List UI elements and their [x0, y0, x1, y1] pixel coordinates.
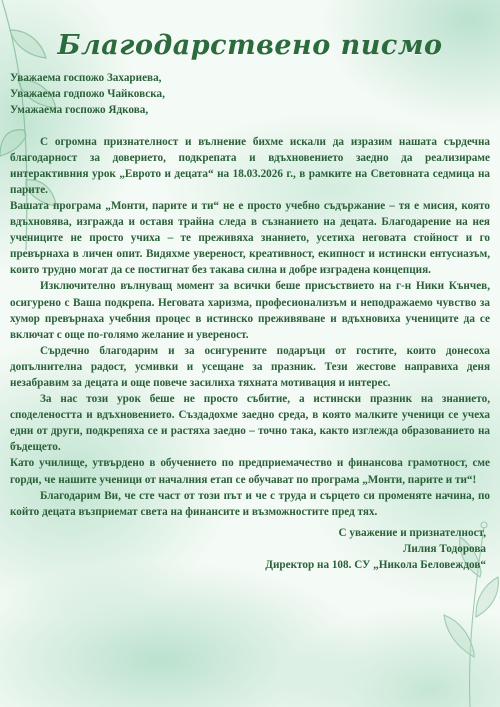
- body-paragraph: Като училище, утвърдено в обучението по предприемачество и финансова грамотност, сме горди, че нашите ученици от началния етап се обучават по програма „Монти, парите и ти“!: [10, 457, 490, 486]
- letter-page: [10, 30, 490, 700]
- letter-body: [10, 134, 490, 520]
- signature-name: Лилия Тодорова: [402, 543, 486, 556]
- body-paragraph: Сърдечно благодарим и за осигурените подаръци от гостите, които донесоха допълнителна радост, усмивки и усещане за празник. Тези жестове направиха деня незабравим за децата и още повече засилиха тяхната мотивация и интерес.: [10, 344, 490, 390]
- signature-closing: С уважение и признателност,: [338, 526, 486, 539]
- salutation-line: Умажаема госпожо Ядкова,: [10, 104, 149, 117]
- salutation-line: Уважаема годпожо Чайковска,: [10, 88, 165, 101]
- body-paragraph: Благодарим Ви, че сте част от този път и че с труда и сърцето си променяте начина, по който децата възприемат света на финансите и възможностите пред тях.: [10, 489, 490, 518]
- body-paragraph: Вашата програма „Монти, парите и ти“ не е просто учебно съдържание – тя е мисия, която вдъхновява, изгражда и оставя трайна следа в съзнанието на децата. Благодарение на нея учениците не просто учиха – те преживяха знанието, усетиха неговата стойност и го превърнаха в личен опит. Видяхме увереност, креативност, екипност и истински ентусиазъм, които трудно могат да се постигнат без такава силна и добре изградена концепция.: [10, 199, 490, 277]
- body-paragraph: С огромна признателност и вълнение бихме искали да изразим нашата сърдечна благодарност за доверието, подкрепата и вдъхновението заедно да реализираме интерактивния урок „Еврото и децата“ на 18.03.2026 г., в рамките на Световната седмица на парите.: [10, 135, 490, 196]
- salutation-line: Уважаема госпожо Захариева,: [10, 72, 162, 84]
- letter-title: Благодарствено писмо: [57, 30, 443, 61]
- signature-position: Директор на 108. СУ „Никола Беловеждов“: [265, 559, 486, 572]
- body-paragraph: Изключително вълнуващ момент за всички беше присъствието на г-н Ники Кънчев, осигурено с Ваша подкрепа. Неговата харизма, професионализъм и неподражаемо чувство за хумор превърнаха учебния процес в истинско преживяване и вдъхновиха учениците да се включат с още по-голямо желание и увереност.: [10, 280, 490, 341]
- signature-block: [10, 525, 490, 574]
- body-paragraph: За нас този урок беше не просто събитие, а истински празник на знанието, споделеността и вдъхновението. Създадохме заедно среда, в която малките ученици се учеха едни от други, подкрепяха се и растяха заедно – точно така, както изглежда образованието на бъдещето.: [10, 393, 490, 454]
- salutation-block: [10, 70, 490, 119]
